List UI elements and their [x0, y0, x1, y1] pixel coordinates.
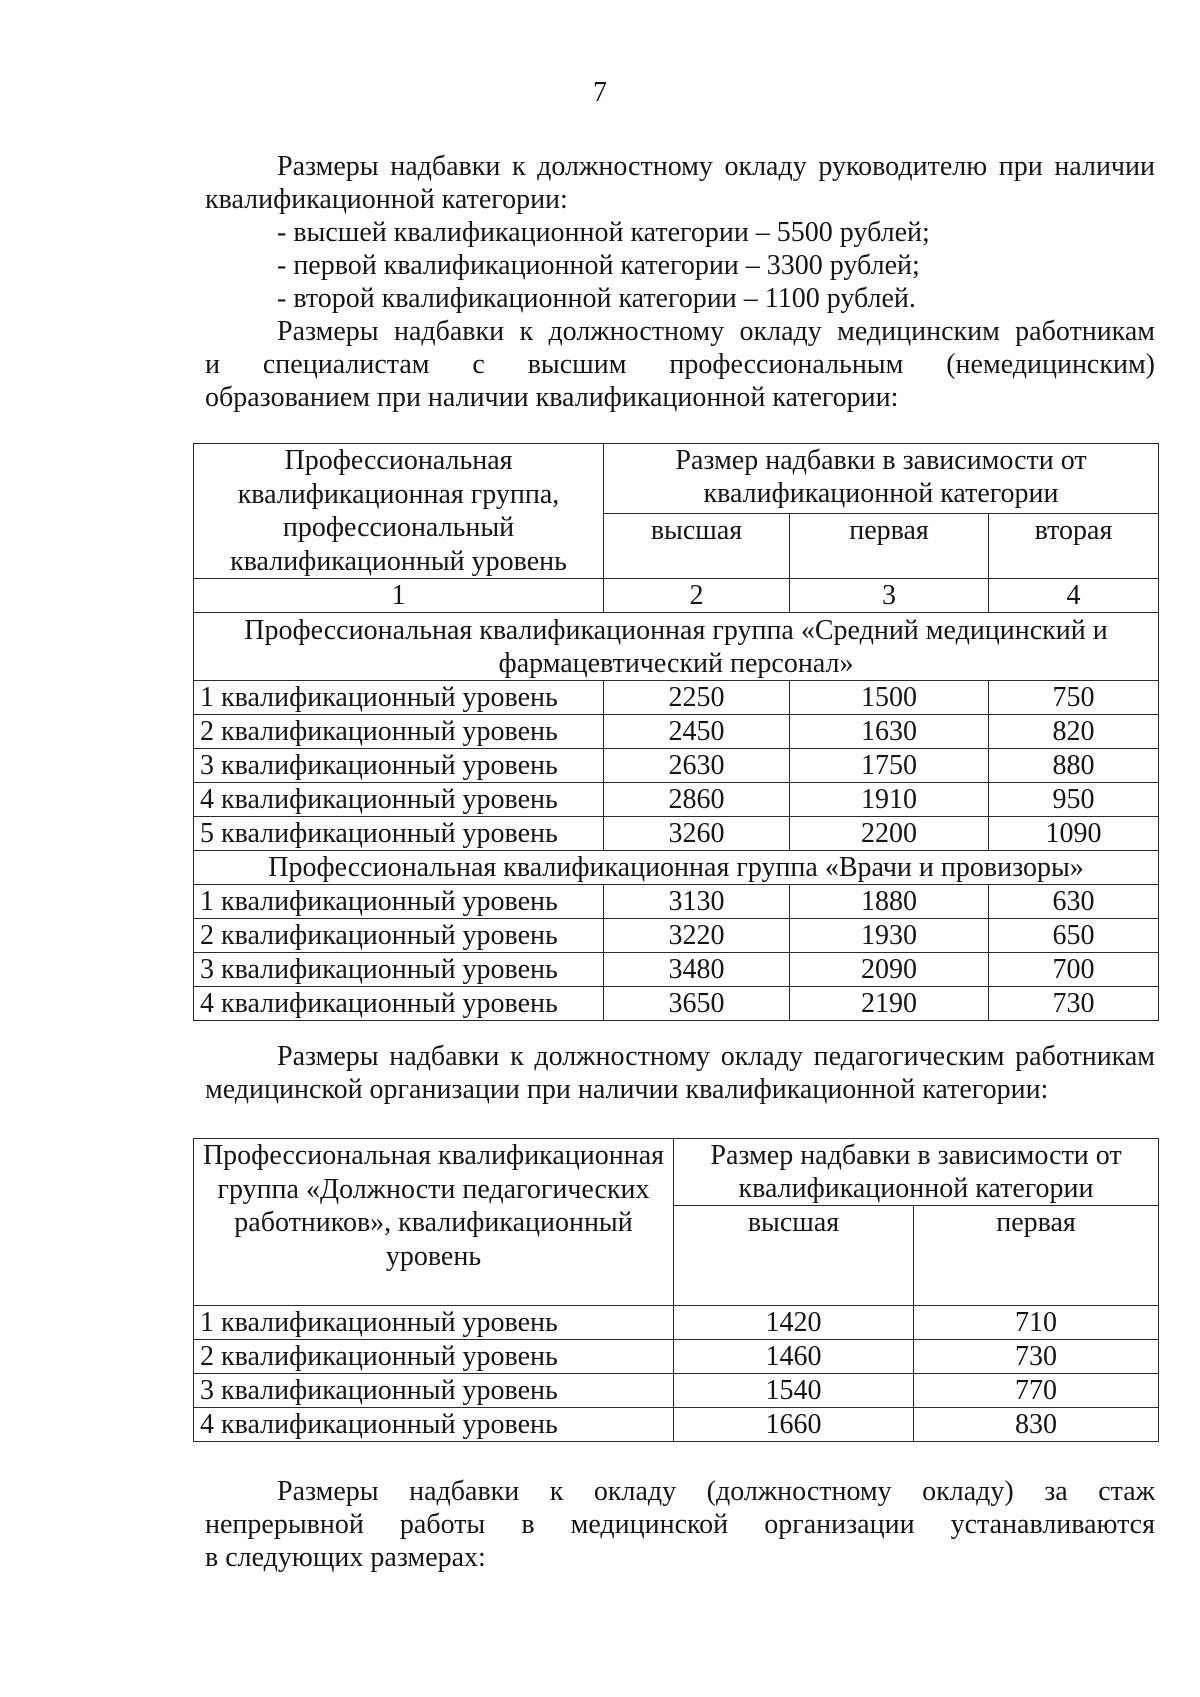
stazh-paragraph	[205, 1475, 1155, 1574]
row-label: 2 квалификационный уровень	[194, 919, 604, 953]
cell-second: 880	[989, 749, 1159, 783]
table1-colnum: 3	[790, 579, 989, 613]
cell-highest: 3480	[604, 953, 790, 987]
table1-colnum: 1	[194, 579, 604, 613]
row-label: 3 квалификационный уровень	[194, 749, 604, 783]
table1-colnum: 4	[989, 579, 1159, 613]
cell-second: 700	[989, 953, 1159, 987]
table-row	[194, 1408, 1159, 1442]
med-paragraph	[205, 315, 1155, 414]
table-row	[194, 783, 1159, 817]
intro-item-1: - высшей квалификационной категории – 5500 рублей;	[277, 217, 930, 248]
cell-highest: 2860	[604, 783, 790, 817]
row-label: 1 квалификационный уровень	[194, 1306, 674, 1340]
row-label: 1 квалификационный уровень	[194, 885, 604, 919]
ped-line-1: Размеры надбавки к должностному окладу педагогическим работникам	[277, 1041, 1155, 1072]
cell-second: 730	[989, 987, 1159, 1021]
cell-highest: 1420	[674, 1306, 914, 1340]
row-label: 3 квалификационный уровень	[194, 1374, 674, 1408]
cell-highest: 1460	[674, 1340, 914, 1374]
cell-second: 630	[989, 885, 1159, 919]
row-label: 2 квалификационный уровень	[194, 1340, 674, 1374]
table-row	[194, 681, 1159, 715]
table1-colnum: 2	[604, 579, 790, 613]
table1-head-size: Размер надбавки в зависимости от квалификационной категории	[604, 444, 1159, 514]
table2-col-first: первая	[914, 1206, 1159, 1306]
cell-first: 1910	[790, 783, 989, 817]
table-row	[194, 1306, 1159, 1340]
table-row	[194, 1340, 1159, 1374]
cell-highest: 2250	[604, 681, 790, 715]
table1-col-highest: высшая	[604, 513, 790, 578]
stazh-line-2: непрерывной работы в медицинской организации устанавливаются	[205, 1509, 1155, 1540]
table1-head-group: Профессиональная квалификационная группа, профессиональный квалификационный уровень	[194, 444, 604, 579]
table-row	[194, 749, 1159, 783]
row-label: 4 квалификационный уровень	[194, 987, 604, 1021]
cell-second: 650	[989, 919, 1159, 953]
cell-first: 1930	[790, 919, 989, 953]
stazh-line-1: Размеры надбавки к окладу (должностному окладу) за стаж	[277, 1476, 1155, 1507]
table-row	[194, 1374, 1159, 1408]
table-row	[194, 715, 1159, 749]
cell-highest: 2630	[604, 749, 790, 783]
cell-first: 1630	[790, 715, 989, 749]
row-label: 3 квалификационный уровень	[194, 953, 604, 987]
cell-highest: 3220	[604, 919, 790, 953]
page-number: 7	[593, 77, 607, 108]
cell-first: 730	[914, 1340, 1159, 1374]
table-med-allowances	[193, 443, 1159, 1021]
table-row	[194, 919, 1159, 953]
cell-first: 1500	[790, 681, 989, 715]
cell-first: 1750	[790, 749, 989, 783]
cell-highest: 3650	[604, 987, 790, 1021]
cell-first: 710	[914, 1306, 1159, 1340]
table-row	[194, 885, 1159, 919]
table-row	[194, 987, 1159, 1021]
table-ped-allowances	[193, 1138, 1159, 1442]
cell-second: 1090	[989, 817, 1159, 851]
stazh-line-3: в следующих размерах:	[205, 1542, 486, 1573]
table1-col-second: вторая	[989, 513, 1159, 578]
table2-head-size: Размер надбавки в зависимости от квалификационной категории	[674, 1139, 1159, 1206]
table1-col-first: первая	[790, 513, 989, 578]
intro-paragraph	[205, 150, 1155, 315]
table-row	[194, 953, 1159, 987]
table1-group-title: Профессиональная квалификационная группа «Средний медицинский и фармацевтический персонал»	[194, 613, 1159, 681]
cell-first: 2200	[790, 817, 989, 851]
cell-second: 820	[989, 715, 1159, 749]
intro-line-1: Размеры надбавки к должностному окладу руководителю при наличии	[277, 151, 1155, 182]
table1-group-title: Профессиональная квалификационная группа «Врачи и провизоры»	[194, 851, 1159, 885]
row-label: 1 квалификационный уровень	[194, 681, 604, 715]
row-label: 4 квалификационный уровень	[194, 783, 604, 817]
intro-item-2: - первой квалификационной категории – 3300 рублей;	[277, 250, 920, 281]
row-label: 2 квалификационный уровень	[194, 715, 604, 749]
cell-first: 2090	[790, 953, 989, 987]
cell-highest: 3260	[604, 817, 790, 851]
cell-second: 950	[989, 783, 1159, 817]
ped-line-2: медицинской организации при наличии квалификационной категории:	[205, 1074, 1049, 1105]
cell-highest: 1540	[674, 1374, 914, 1408]
cell-first: 830	[914, 1408, 1159, 1442]
table2-head-group: Профессиональная квалификационная группа «Должности педагогических работников», квалификационный уровень	[194, 1139, 674, 1306]
intro-item-3: - второй квалификационной категории – 1100 рублей.	[277, 283, 916, 314]
med-line-1: Размеры надбавки к должностному окладу медицинским работникам	[277, 316, 1155, 347]
intro-line-2: квалификационной категории:	[205, 184, 568, 215]
cell-first: 1880	[790, 885, 989, 919]
med-line-3: образованием при наличии квалификационной категории:	[205, 382, 899, 413]
row-label: 4 квалификационный уровень	[194, 1408, 674, 1442]
med-line-2: и специалистам с высшим профессиональным (немедицинским)	[205, 349, 1155, 380]
cell-second: 750	[989, 681, 1159, 715]
row-label: 5 квалификационный уровень	[194, 817, 604, 851]
ped-paragraph	[205, 1040, 1155, 1106]
cell-highest: 3130	[604, 885, 790, 919]
cell-first: 770	[914, 1374, 1159, 1408]
cell-first: 2190	[790, 987, 989, 1021]
table2-col-highest: высшая	[674, 1206, 914, 1306]
cell-highest: 1660	[674, 1408, 914, 1442]
table-row	[194, 817, 1159, 851]
cell-highest: 2450	[604, 715, 790, 749]
